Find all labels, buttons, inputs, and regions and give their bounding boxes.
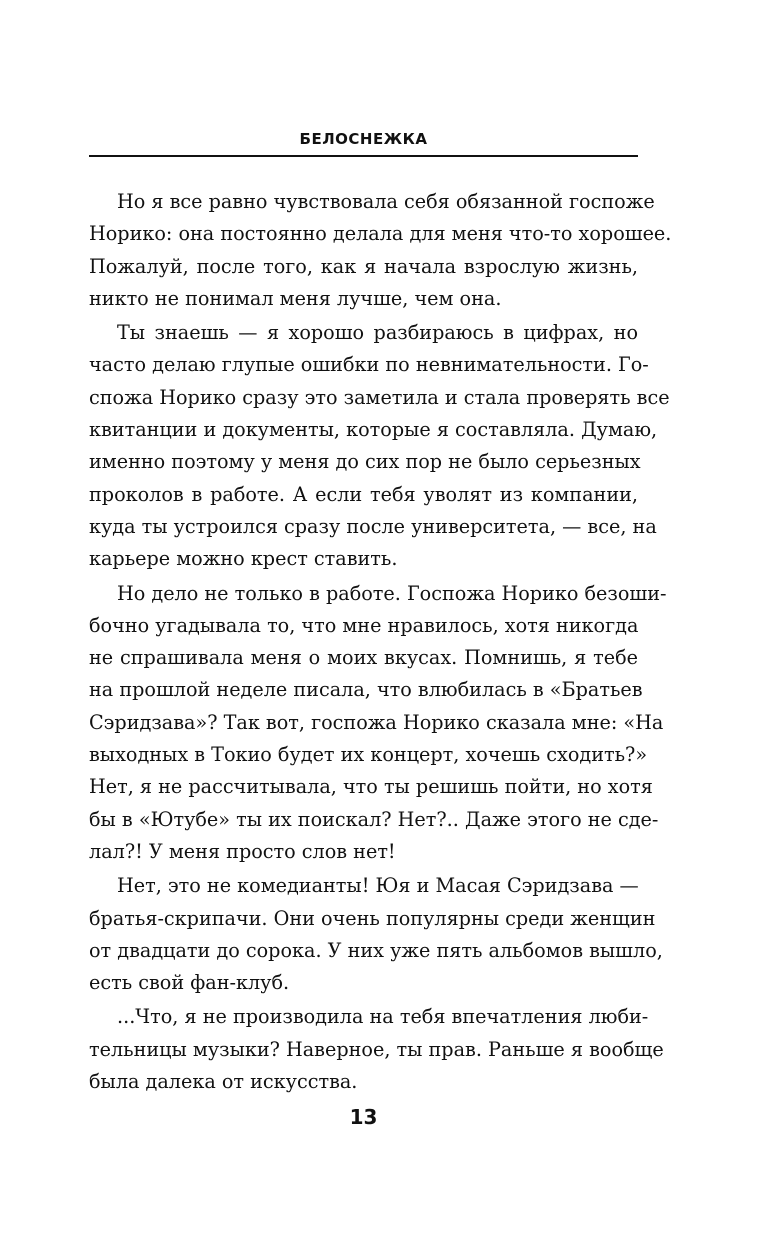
text-line: Пожалуй, после того, как я начала взрослую жизнь, xyxy=(89,254,638,278)
text-line: карьере можно крест ставить. xyxy=(89,547,398,571)
text-line: Сэридзава»? Так вот, госпожа Норико сказала мне: «На xyxy=(89,710,664,734)
text-line: от двадцати до сорока. У них уже пять альбомов вышло, xyxy=(89,938,663,962)
text-line: Но дело не только в работе. Госпожа Норико безоши- xyxy=(117,581,667,605)
text-line: есть свой фан-клуб. xyxy=(89,971,290,995)
text-line: бочно угадывала то, что мне нравилось, хотя никогда xyxy=(89,613,639,637)
text-line: Но я все равно чувствовала себя обязанной госпоже xyxy=(117,190,655,213)
text-line: именно поэтому у меня до сих пор не было серьезных xyxy=(89,450,641,474)
text-line: квитанции и документы, которые я составляла. Думаю, xyxy=(89,418,658,442)
text-line: тельницы музыки? Наверное, ты прав. Раньше я вообще xyxy=(89,1037,664,1061)
text-line: Нет, это не комедианты! Юя и Масая Сэридзава — xyxy=(117,874,639,898)
page-number: 13 xyxy=(349,1105,378,1129)
text-line: спожа Норико сразу это заметила и стала проверять все xyxy=(89,385,670,409)
text-line: выходных в Токио будет их концерт, хочешь сходить?» xyxy=(89,743,648,767)
text-line: братья-скрипачи. Они очень популярны среди женщин xyxy=(89,906,656,930)
text-line: Нет, я не рассчитывала, что ты решишь пойти, но хотя xyxy=(89,775,653,799)
text-line: часто делаю глупые ошибки по невнимательности. Го- xyxy=(89,353,649,377)
text-line: бы в «Ютубе» ты их поискал? Нет?.. Даже этого не сде- xyxy=(89,807,659,831)
text-line: Ты знаешь — я хорошо разбираюсь в цифрах, но xyxy=(117,321,638,345)
text-line: куда ты устроился сразу после университета, — все, на xyxy=(89,514,657,538)
text-line: ...Что, я не производила на тебя впечатления люби- xyxy=(117,1005,649,1029)
header-rule xyxy=(89,155,638,157)
text-line: никто не понимал меня лучше, чем она. xyxy=(89,286,502,310)
running-header: БЕЛОСНЕЖКА xyxy=(299,130,428,148)
text-line: не спрашивала меня о моих вкусах. Помнишь, я тебе xyxy=(89,646,638,670)
body-text xyxy=(89,186,672,1098)
text-line: проколов в работе. А если тебя уволят из компании, xyxy=(89,482,638,506)
text-line: на прошлой неделе писала, что влюбилась в «Братьев xyxy=(89,678,643,702)
text-line: была далека от искусства. xyxy=(89,1070,358,1094)
text-line: лал?! У меня просто слов нет! xyxy=(89,839,396,863)
text-line: Норико: она постоянно делала для меня что-то хорошее. xyxy=(89,222,672,246)
